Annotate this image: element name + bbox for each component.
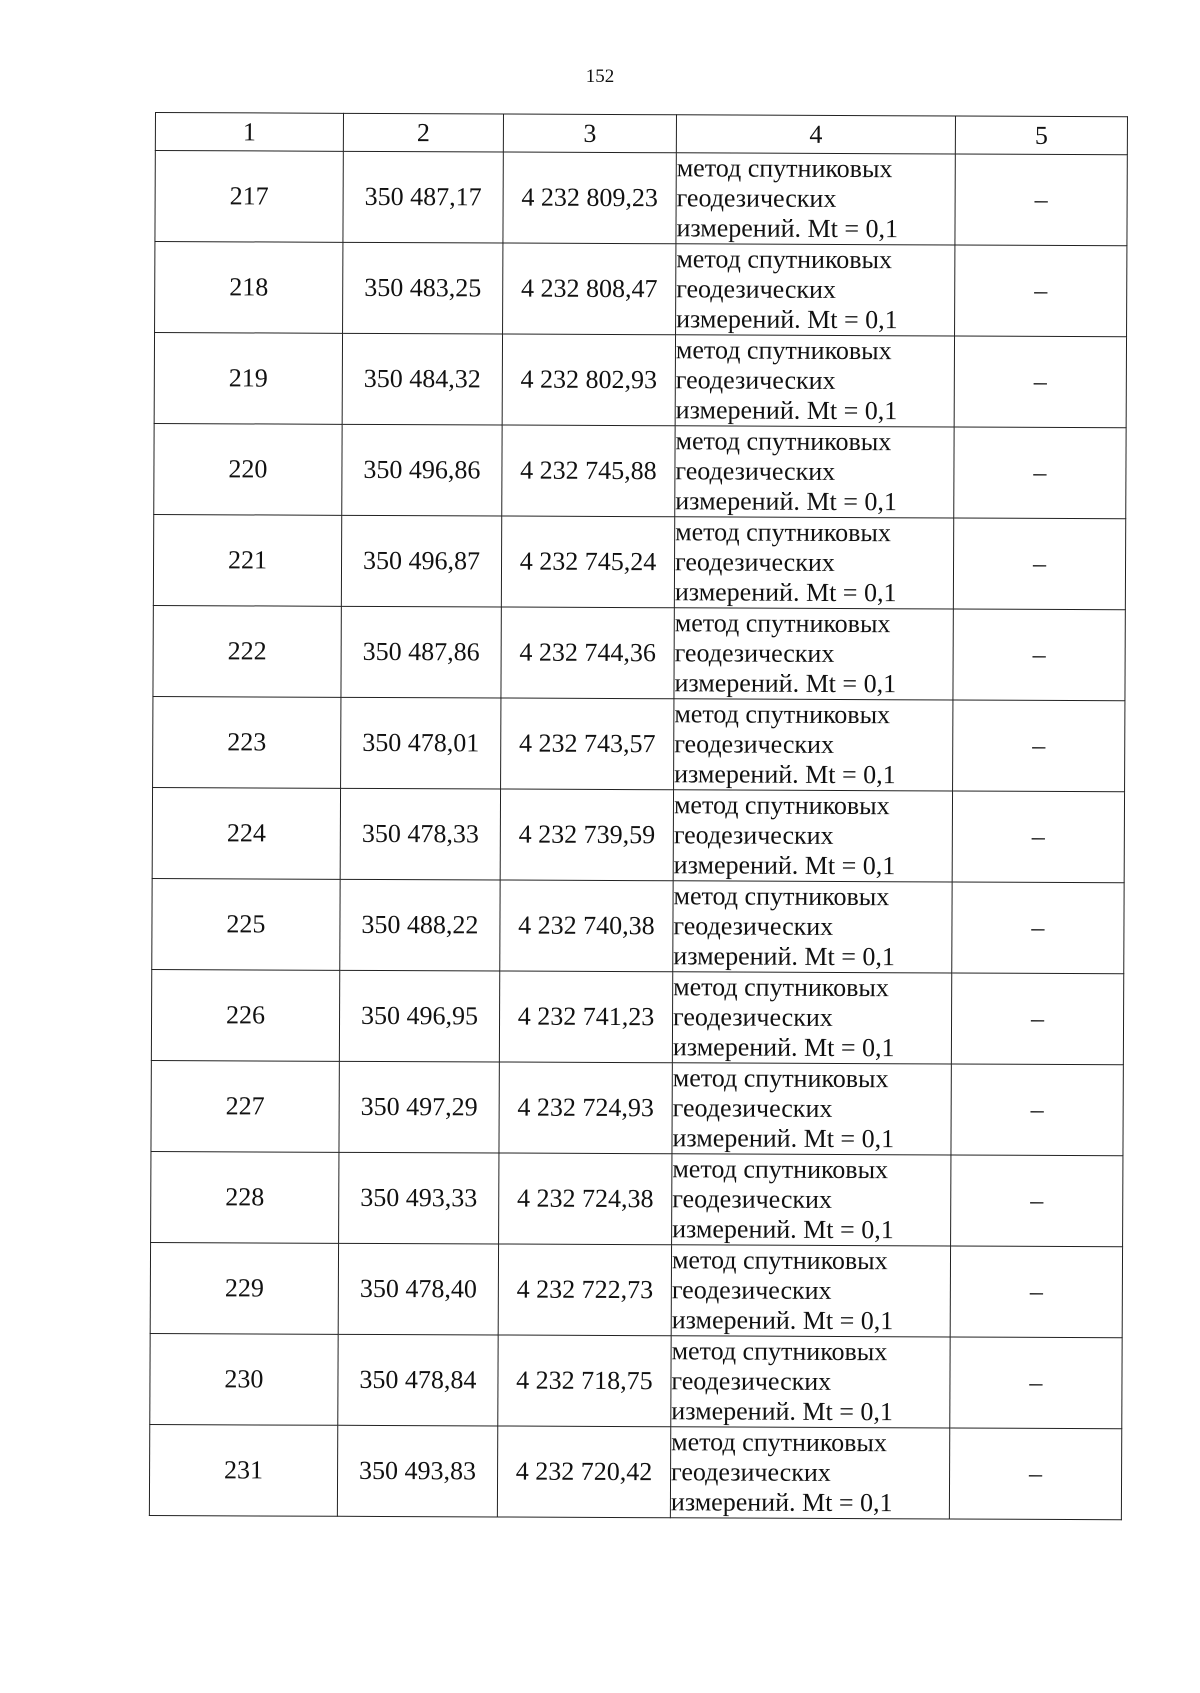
method-line: измерений. Mt = 0,1 bbox=[673, 941, 895, 972]
x-coordinate-cell: 350 497,29 bbox=[339, 1061, 499, 1153]
method-line: геодезических bbox=[675, 365, 836, 395]
table-row bbox=[154, 333, 1126, 428]
method-line: метод спутниковых bbox=[676, 153, 893, 184]
method-cell bbox=[676, 244, 955, 336]
point-number-cell: 217 bbox=[155, 151, 343, 243]
method-line: метод спутниковых bbox=[672, 1154, 889, 1185]
method-line: измерений. Mt = 0,1 bbox=[671, 1305, 894, 1336]
y-coordinate-cell: 4 232 744,36 bbox=[501, 607, 674, 699]
x-coordinate-cell: 350 484,32 bbox=[342, 333, 502, 425]
x-coordinate-cell: 350 488,22 bbox=[340, 879, 500, 971]
table-row bbox=[153, 514, 1125, 609]
method-line: геодезических bbox=[676, 183, 837, 213]
table-row bbox=[155, 242, 1127, 337]
method-line: геодезических bbox=[674, 638, 835, 668]
note-cell: – bbox=[950, 1337, 1122, 1429]
x-coordinate-cell: 350 496,87 bbox=[341, 515, 501, 607]
table-header-row bbox=[155, 113, 1127, 155]
note-cell: – bbox=[951, 1155, 1123, 1247]
y-coordinate-cell: 4 232 743,57 bbox=[501, 698, 674, 790]
note-cell: – bbox=[955, 245, 1127, 337]
method-line: метод спутниковых bbox=[673, 972, 889, 1003]
y-coordinate-cell: 4 232 808,47 bbox=[503, 243, 676, 335]
method-cell bbox=[675, 335, 954, 427]
x-coordinate-cell: 350 478,01 bbox=[341, 697, 501, 789]
method-cell bbox=[672, 972, 951, 1064]
x-coordinate-cell: 350 478,40 bbox=[338, 1243, 498, 1335]
note-cell: – bbox=[950, 1246, 1122, 1338]
note-cell: – bbox=[955, 154, 1127, 246]
table-row bbox=[154, 423, 1126, 518]
point-number-cell: 219 bbox=[154, 333, 342, 425]
method-line: геодезических bbox=[676, 274, 837, 304]
point-number-cell: 222 bbox=[153, 605, 341, 697]
x-coordinate-cell: 350 478,84 bbox=[338, 1334, 498, 1426]
method-cell bbox=[674, 608, 953, 700]
table-row bbox=[152, 878, 1124, 973]
y-coordinate-cell: 4 232 802,93 bbox=[502, 334, 675, 426]
header-col-4: 4 bbox=[676, 115, 955, 154]
y-coordinate-cell: 4 232 741,23 bbox=[499, 971, 672, 1063]
header-col-5: 5 bbox=[955, 116, 1127, 155]
note-cell: – bbox=[951, 1064, 1123, 1156]
note-cell: – bbox=[952, 791, 1124, 883]
method-line: измерений. Mt = 0,1 bbox=[674, 577, 897, 608]
method-line: геодезических bbox=[671, 1275, 832, 1305]
x-coordinate-cell: 350 478,33 bbox=[340, 788, 500, 880]
method-line: метод спутниковых bbox=[675, 335, 892, 366]
header-col-2: 2 bbox=[343, 113, 503, 152]
point-number-cell: 229 bbox=[150, 1242, 338, 1334]
method-cell bbox=[673, 790, 952, 882]
method-line: геодезических bbox=[671, 1366, 832, 1396]
method-cell bbox=[674, 699, 953, 791]
point-number-cell: 227 bbox=[151, 1060, 339, 1152]
table-row bbox=[153, 696, 1125, 791]
method-line: геодезических bbox=[671, 1457, 831, 1487]
y-coordinate-cell: 4 232 739,59 bbox=[500, 789, 673, 881]
page-number: 152 bbox=[585, 66, 615, 87]
method-cell bbox=[672, 1063, 951, 1155]
point-number-cell: 226 bbox=[151, 969, 339, 1061]
y-coordinate-cell: 4 232 720,42 bbox=[497, 1426, 670, 1518]
note-cell: – bbox=[949, 1428, 1121, 1520]
method-line: геодезических bbox=[675, 456, 836, 486]
table-row bbox=[149, 1424, 1121, 1519]
method-line: измерений. Mt = 0,1 bbox=[670, 1487, 893, 1518]
table-row bbox=[151, 1060, 1123, 1155]
method-line: метод спутниковых bbox=[673, 790, 890, 821]
x-coordinate-cell: 350 493,83 bbox=[337, 1425, 497, 1517]
table-body bbox=[149, 151, 1127, 1520]
note-cell: – bbox=[954, 336, 1126, 428]
x-coordinate-cell: 350 483,25 bbox=[343, 242, 503, 334]
method-line: геодезических bbox=[672, 1002, 833, 1032]
method-line: измерений. Mt = 0,1 bbox=[675, 395, 898, 426]
method-line: измерений. Mt = 0,1 bbox=[675, 486, 897, 517]
x-coordinate-cell: 350 487,86 bbox=[341, 606, 501, 698]
note-cell: – bbox=[954, 427, 1126, 519]
coordinates-table bbox=[149, 112, 1128, 1520]
x-coordinate-cell: 350 496,86 bbox=[342, 424, 502, 516]
method-cell bbox=[676, 153, 955, 245]
method-line: геодезических bbox=[672, 1184, 833, 1214]
point-number-cell: 225 bbox=[152, 878, 340, 970]
method-cell bbox=[671, 1336, 950, 1428]
point-number-cell: 220 bbox=[154, 423, 342, 515]
table-row bbox=[155, 151, 1127, 246]
method-line: измерений. Mt = 0,1 bbox=[672, 1123, 895, 1154]
method-line: геодезических bbox=[673, 820, 834, 850]
method-line: метод спутниковых bbox=[671, 1245, 888, 1276]
point-number-cell: 231 bbox=[149, 1424, 337, 1516]
x-coordinate-cell: 350 496,95 bbox=[339, 970, 499, 1062]
method-line: метод спутниковых bbox=[674, 699, 891, 730]
method-line: измерений. Mt = 0,1 bbox=[676, 304, 898, 335]
point-number-cell: 221 bbox=[153, 514, 341, 606]
table-row bbox=[150, 1242, 1122, 1337]
method-line: метод спутниковых bbox=[675, 426, 892, 457]
header-col-1: 1 bbox=[155, 113, 343, 152]
y-coordinate-cell: 4 232 745,24 bbox=[501, 516, 674, 608]
point-number-cell: 224 bbox=[152, 787, 340, 879]
method-cell bbox=[672, 1154, 951, 1246]
method-line: метод спутниковых bbox=[675, 517, 891, 548]
method-cell bbox=[671, 1245, 950, 1337]
method-cell bbox=[674, 517, 953, 609]
table-row bbox=[152, 787, 1124, 882]
method-line: измерений. Mt = 0,1 bbox=[672, 1214, 894, 1245]
point-number-cell: 230 bbox=[150, 1333, 338, 1425]
table-row bbox=[153, 605, 1125, 700]
method-cell bbox=[670, 1427, 949, 1519]
method-line: метод спутниковых bbox=[671, 1336, 888, 1367]
x-coordinate-cell: 350 487,17 bbox=[343, 151, 503, 243]
note-cell: – bbox=[952, 882, 1124, 974]
method-line: метод спутниковых bbox=[674, 608, 891, 639]
method-line: метод спутниковых bbox=[676, 244, 893, 275]
y-coordinate-cell: 4 232 724,93 bbox=[499, 1062, 672, 1154]
method-line: измерений. Mt = 0,1 bbox=[674, 668, 897, 699]
point-number-cell: 228 bbox=[151, 1151, 339, 1243]
method-line: геодезических bbox=[673, 911, 834, 941]
note-cell: – bbox=[953, 700, 1125, 792]
y-coordinate-cell: 4 232 740,38 bbox=[500, 880, 673, 972]
method-line: измерений. Mt = 0,1 bbox=[671, 1396, 894, 1427]
method-line: метод спутниковых bbox=[671, 1427, 887, 1458]
point-number-cell: 218 bbox=[155, 242, 343, 334]
header-col-3: 3 bbox=[503, 114, 676, 153]
y-coordinate-cell: 4 232 745,88 bbox=[502, 425, 675, 517]
point-number-cell: 223 bbox=[153, 696, 341, 788]
y-coordinate-cell: 4 232 722,73 bbox=[498, 1244, 671, 1336]
method-cell bbox=[675, 426, 954, 518]
method-line: геодезических bbox=[674, 547, 835, 577]
method-line: измерений. Mt = 0,1 bbox=[676, 213, 899, 244]
method-line: измерений. Mt = 0,1 bbox=[673, 850, 896, 881]
method-line: метод спутниковых bbox=[672, 1063, 889, 1094]
method-line: измерений. Mt = 0,1 bbox=[672, 1032, 895, 1063]
method-line: геодезических bbox=[672, 1093, 833, 1123]
table-row bbox=[150, 1333, 1122, 1428]
method-line: измерений. Mt = 0,1 bbox=[674, 759, 896, 790]
x-coordinate-cell: 350 493,33 bbox=[339, 1152, 499, 1244]
note-cell: – bbox=[951, 973, 1123, 1065]
table-row bbox=[151, 969, 1123, 1064]
note-cell: – bbox=[953, 609, 1125, 701]
method-line: геодезических bbox=[674, 729, 835, 759]
y-coordinate-cell: 4 232 724,38 bbox=[499, 1153, 672, 1245]
note-cell: – bbox=[953, 518, 1125, 610]
table-row bbox=[151, 1151, 1123, 1246]
y-coordinate-cell: 4 232 809,23 bbox=[503, 152, 676, 244]
method-line: метод спутниковых bbox=[673, 881, 890, 912]
y-coordinate-cell: 4 232 718,75 bbox=[498, 1335, 671, 1427]
method-cell bbox=[673, 881, 952, 973]
